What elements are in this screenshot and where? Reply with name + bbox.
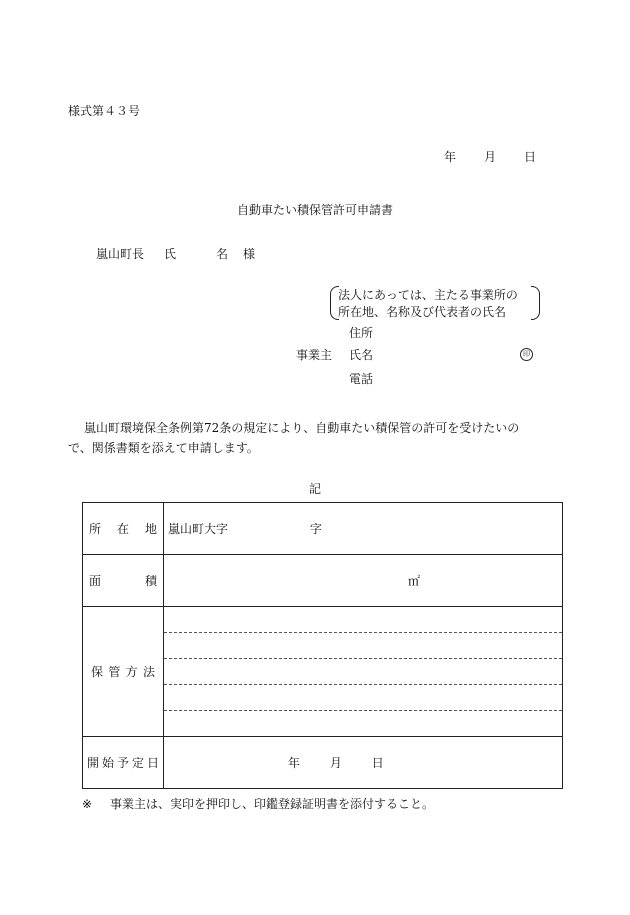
method-row (83, 607, 563, 737)
document-title: 自動車たい積保管許可申請書 (236, 203, 393, 217)
addressee-name-label-1: 氏 (164, 247, 177, 261)
application-table (82, 502, 563, 789)
corporate-note-line1: 法人にあっては、主たる事業所の (338, 288, 518, 302)
method-value (164, 607, 563, 737)
addressee-name-label-2: 名 (216, 247, 229, 261)
location-value (164, 503, 563, 555)
body-text-line1: 嵐山町環境保全条例第72条の規定により、自動車たい積保管の許可を受けたいの (84, 421, 520, 435)
phone-label: 電話 (349, 372, 374, 386)
area-label: 面 積 (83, 555, 164, 607)
date-day-label: 日 (524, 150, 537, 164)
start-date-label: 開 始 予 定 日 (83, 737, 164, 789)
date-year-label: 年 (444, 150, 457, 164)
method-label: 保 管 方 法 (83, 607, 164, 737)
start-month-label: 月 (329, 756, 342, 770)
applicant-role: 事業主 (296, 348, 333, 362)
form-number: 様式第４３号 (68, 104, 141, 118)
start-date-value (164, 737, 563, 789)
ki-heading: 記 (308, 482, 321, 496)
location-row (83, 503, 563, 555)
addressee-org: 嵐山町長 (96, 247, 145, 261)
start-date-row (83, 737, 563, 789)
corporate-note-line2: 所在地、名称及び代表者の氏名 (338, 305, 507, 319)
area-row (83, 555, 563, 607)
start-year-label: 年 (288, 756, 301, 770)
location-aza: 字 (309, 522, 322, 536)
area-unit: ㎡ (408, 574, 421, 588)
seal-mark: 印 (520, 348, 533, 361)
footnote-text: 事業主は、実印を押印し、印鑑登録証明書を添付すること。 (110, 797, 435, 811)
name-label: 氏名 (349, 348, 374, 362)
date-month-label: 月 (484, 150, 497, 164)
location-prefix: 嵐山町大字 (168, 522, 229, 536)
addressee-honorific: 様 (243, 247, 256, 261)
address-label: 住所 (349, 326, 374, 340)
footnote-mark: ※ (82, 797, 93, 811)
body-text-line2: で、関係書類を添えて申請します。 (68, 441, 259, 455)
note-right-paren (531, 286, 540, 320)
area-value (164, 555, 563, 607)
start-day-label: 日 (371, 756, 384, 770)
location-label: 所 在 地 (83, 503, 164, 555)
